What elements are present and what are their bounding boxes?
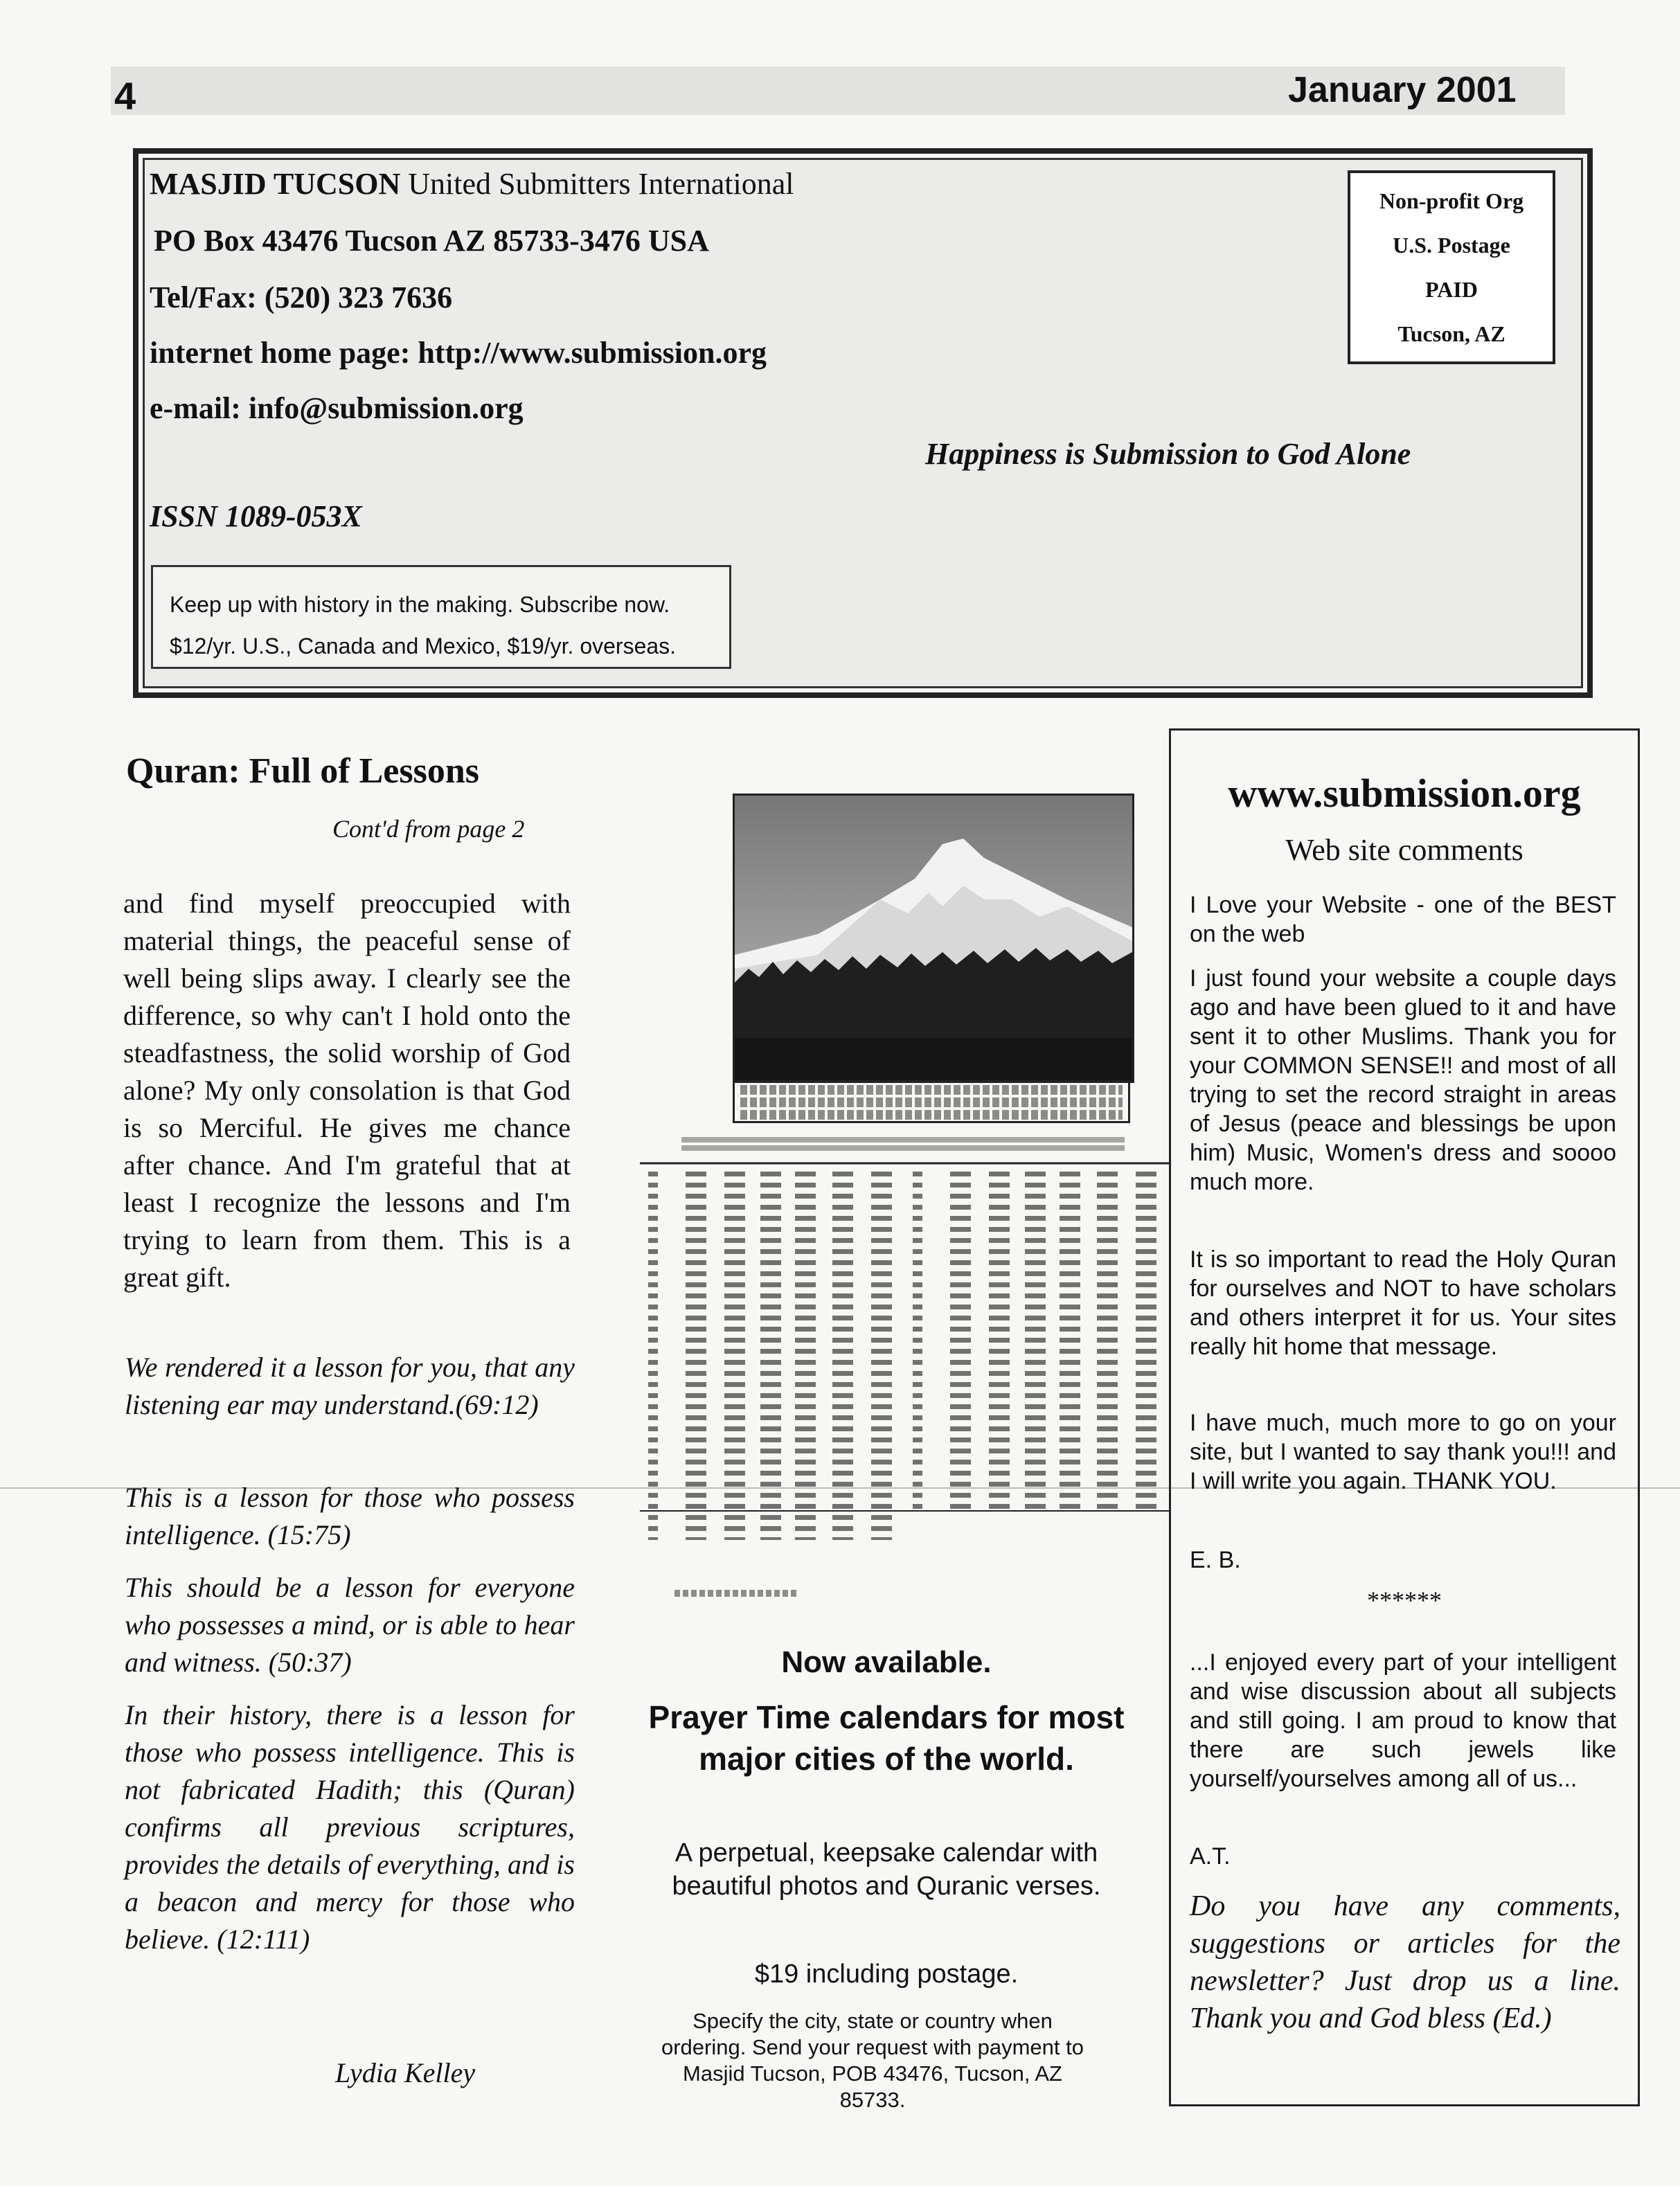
org-subtitle: United Submitters International	[408, 167, 794, 201]
stamp-line: Tucson, AZ	[1397, 321, 1505, 346]
motto: Happiness is Submission to God Alone	[925, 437, 1411, 471]
comment-item: I just found your website a couple days ago and have been glued to it and have sent it to other Muslims. Thank you for your COMMON SENSE!! and most of all trying to set the record straight in areas of Jesus (peace and blessings be upon him) Music, Women's dress and soooo much more.	[1190, 965, 1616, 1195]
comment-item: ...I enjoyed every part of your intelligent and wise discussion about all subjects and still going. I am proud to know that there are such jewels like yourself/yourselves among all of us...	[1190, 1649, 1616, 1792]
prayer-calendar-table	[640, 1136, 1169, 1544]
subscribe-price: $12/yr. U.S., Canada and Mexico, $19/yr. overseas.	[170, 634, 677, 659]
comment-signature: A.T.	[1190, 1843, 1231, 1870]
ad-order-info: Specify the city, state or country when ordering. Send your request with payment to Masjid Tucson, POB 43476, Tucson, AZ 85733.	[661, 2009, 1084, 2112]
postage-stamp	[1348, 170, 1555, 364]
continued-note: Cont'd from page 2	[332, 815, 525, 843]
ad-headline: Prayer Time calendars for most major cities of the world.	[648, 1699, 1125, 1777]
ad-price: $19 including postage.	[754, 1960, 1019, 1989]
caption-line	[740, 1098, 1123, 1107]
subscribe-box	[151, 565, 731, 669]
quran-verse: This should be a lesson for everyone who possesses a mind, or is able to hear and witness. (50:37)	[125, 1572, 575, 1678]
issn-number: ISSN 1089-053X	[150, 499, 362, 533]
mountain-photo	[733, 794, 1134, 1083]
stamp-line: PAID	[1425, 277, 1478, 302]
mountain-image	[735, 796, 1132, 1081]
comment-item: I Love your Website - one of the BEST on the web	[1190, 892, 1616, 947]
article-author: Lydia Kelley	[335, 2057, 476, 2088]
homepage-link[interactable]: internet home page: http://www.submission.org	[150, 336, 767, 370]
email-link[interactable]: e-mail: info@submission.org	[150, 391, 524, 425]
calendar-footnote	[674, 1590, 799, 1597]
comment-item: It is so important to read the Holy Quran for ourselves and NOT to have scholars and others interpret it for us. Your sites really hit home that message.	[1190, 1246, 1616, 1360]
stamp-line: U.S. Postage	[1393, 233, 1510, 258]
phone-number: Tel/Fax: (520) 323 7636	[150, 280, 453, 314]
page-number: 4	[114, 74, 136, 118]
article-body: and find myself preoccupied with material things, the peaceful sense of well being slips away. I clearly see the difference, so why can't I hold onto the steadfastness, the solid worship of God alone? My only consolation is that God is so Merciful. He gives me chance after chance. And I'm grateful that at least I recognize the lessons and I'm trying to learn from them. This is a great gift.	[123, 888, 571, 1293]
article-title: Quran: Full of Lessons	[126, 751, 479, 791]
issue-date: January 2001	[1288, 70, 1517, 110]
masthead-org	[150, 166, 794, 201]
caption-line	[740, 1110, 1123, 1120]
photo-caption	[733, 1080, 1130, 1123]
ad-now-available: Now available.	[781, 1645, 992, 1679]
comments-subtitle: Web site comments	[1285, 833, 1523, 867]
ad-description: A perpetual, keepsake calendar with beautiful photos and Quranic verses.	[672, 1838, 1101, 1901]
comment-signature: E. B.	[1190, 1547, 1241, 1573]
subscribe-line: Keep up with history in the making. Subscribe now.	[170, 592, 670, 617]
comments-site-title[interactable]: www.submission.org	[1228, 771, 1581, 816]
quran-verse: We rendered it a lesson for you, that any listening ear may understand.(69:12)	[125, 1352, 575, 1420]
org-name: MASJID TUCSON	[150, 167, 401, 201]
mailing-address: PO Box 43476 Tucson AZ 85733-3476 USA	[154, 224, 709, 258]
comments-closing: Do you have any comments, suggestions or articles for the newsletter? Just drop us a line. Thank you and God bless (Ed.)	[1190, 1890, 1620, 2034]
comment-item: I have much, much more to go on your site, but I wanted to say thank you!!! and I will write you again. THANK YOU.	[1190, 1410, 1616, 1494]
quran-verse: In their history, there is a lesson for those who possess intelligence. This is not fabricated Hadith; this (Quran) confirms all previous scriptures, provides the details of everything, and is a beacon and mercy for those who believe. (12:111)	[125, 1699, 575, 1955]
stamp-line: Non-profit Org	[1379, 188, 1524, 213]
caption-line	[740, 1085, 1123, 1095]
comment-separator: ******	[1367, 1586, 1442, 1614]
quran-verse: This is a lesson for those who possess intelligence. (15:75)	[125, 1482, 575, 1550]
